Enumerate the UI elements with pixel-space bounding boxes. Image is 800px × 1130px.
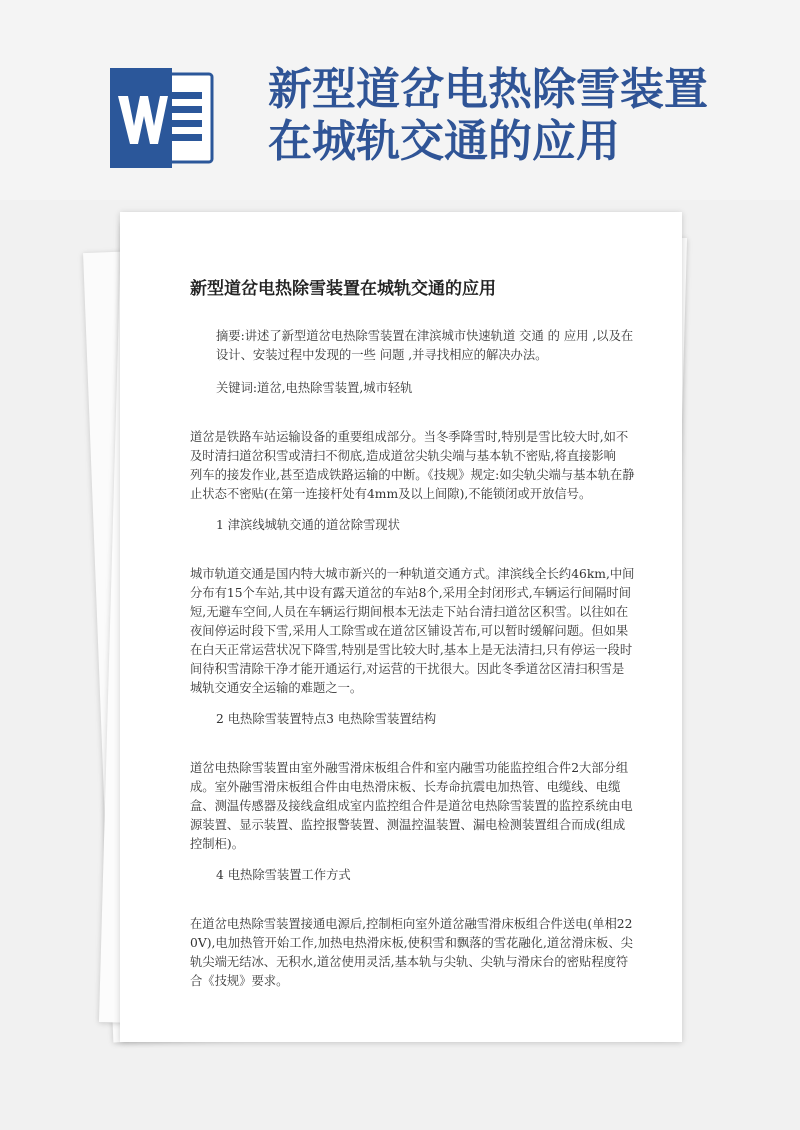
section-heading-2: 2 电热除雪装置特点3 电热除雪装置结构 bbox=[216, 712, 437, 726]
banner-title bbox=[268, 64, 768, 168]
section-2-body: 道岔电热除雪装置由室外融雪滑床板组合件和室内融雪功能监控组合件2大部分组成。室外融雪滑床板组合件由电热滑床板、长寿命抗震电加热管、电缆线、电缆盒、测温传感器及接线盒组成室内监控组合件是道岔电热除雪装置的监控系统由电源装置、显示装置、监控报警装置、测温控温装置、漏电检测装置组合而成(组成控制柜)。 bbox=[190, 761, 633, 851]
intro-paragraph: 道岔是铁路车站运输设备的重要组成部分。当冬季降雪时,特别是雪比较大时,如不及时清扫道岔积雪或清扫不彻底,造成道岔尖轨尖端与基本轨不密贴,将直接影响 bbox=[190, 430, 629, 463]
word-document-icon bbox=[108, 68, 218, 168]
document-body bbox=[190, 280, 636, 991]
section-4-body: 在道岔电热除雪装置接通电源后,控制柜向室外道岔融雪滑床板组合件送电(单相220V),电加热管开始工作,加热电热滑床板,使积雪和飘落的雪花融化,道岔滑床板、尖轨尖端无结冰、无积水,道岔使用灵活,基本轨与尖轨、尖轨与滑床台的密贴程度符合《技规》要求。 bbox=[190, 917, 633, 988]
keywords-paragraph: 关键词:道岔,电热除雪装置,城市轻轨 bbox=[216, 381, 413, 395]
document-title: 新型道岔电热除雪装置在城轨交通的应用 bbox=[190, 279, 496, 299]
abstract-paragraph: 摘要:讲述了新型道岔电热除雪装置在津滨城市快速轨道 交通 的 应用 ,以及在设计、安装过程中发现的一些 问题 ,并寻找相应的解决办法。 bbox=[216, 329, 634, 362]
banner-title-line2: 在城轨交通的应用 bbox=[268, 116, 620, 167]
section-1-body: 城市轨道交通是国内特大城市新兴的一种轨道交通方式。津滨线全长约46km,中间分布有15个车站,其中设有露天道岔的车站8个,采用全封闭形式,车辆运行间隔时间短,无避车空间,人员在车辆运行期间根本无法走下站台清扫道岔区积雪。以往如在夜间停运时段下雪,采用人工除雪或在道岔区铺设苫布,可以暂时缓解问题。但如果在白天正常运营状况下降雪,特别是雪比较大时,基本上是无法清扫,只有停运一段时间待积雪清除干净才能开通运行,对运营的干扰很大。因此冬季道岔区清扫积雪是城轨交通安全运输的难题之一。 bbox=[190, 567, 635, 695]
banner-title-line1: 新型道岔电热除雪装置 bbox=[268, 64, 708, 115]
banner-header bbox=[0, 0, 800, 200]
section-heading-4: 4 电热除雪装置工作方式 bbox=[216, 868, 351, 882]
section-heading-1: 1 津滨线城轨交通的道岔除雪现状 bbox=[216, 518, 400, 532]
intro-paragraph-continued: 列车的接发作业,甚至造成铁路运输的中断。《技规》规定:如尖轨尖端与基本轨在静止状态不密贴(在第一连接杆处有4mm及以上间隙),不能锁闭或开放信号。 bbox=[190, 468, 635, 501]
